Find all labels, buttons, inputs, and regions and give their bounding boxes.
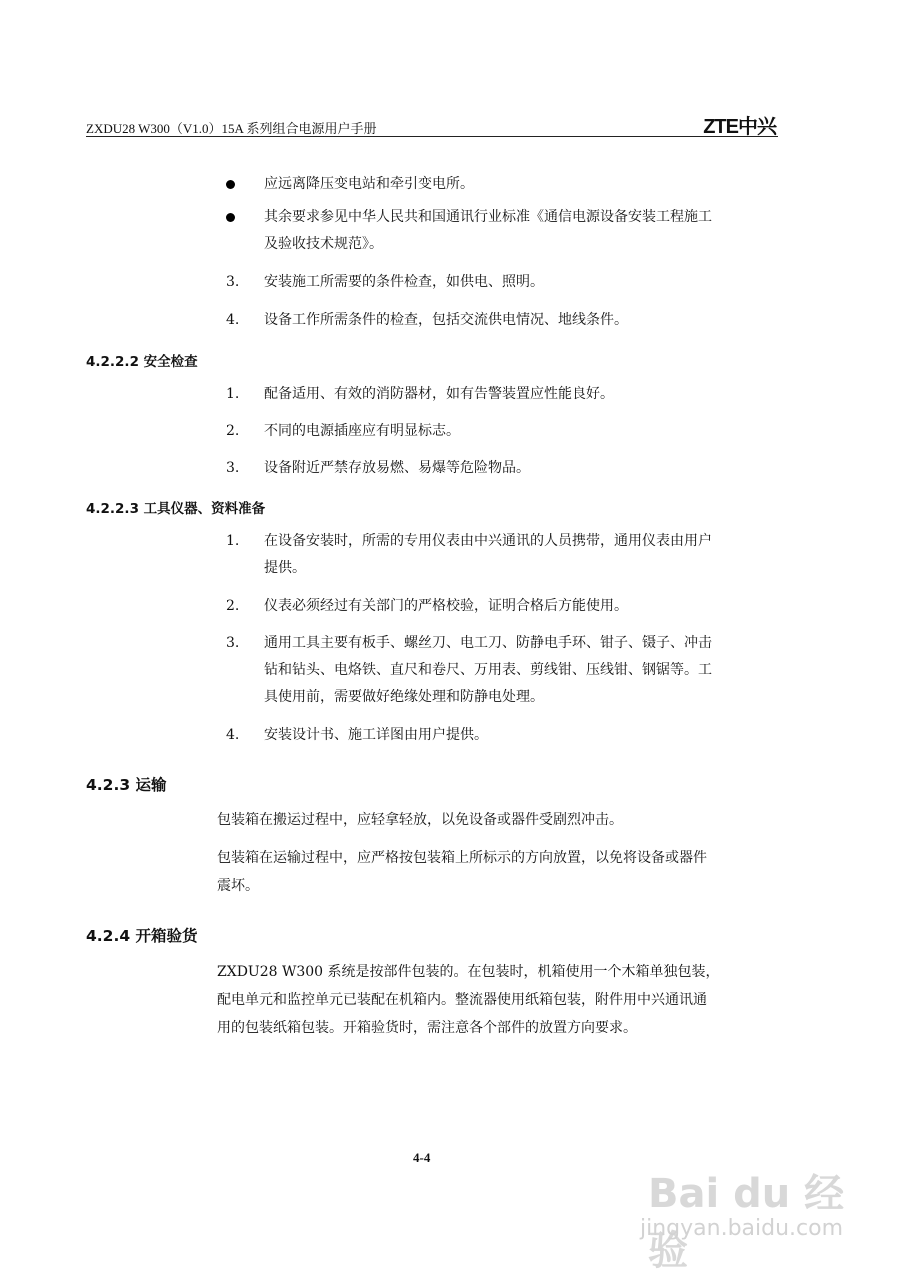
list-number: 3. xyxy=(226,460,240,476)
list-item-text: 在设备安装时，所需的专用仪表由中兴通讯的人员携带，通用仪表由用户 xyxy=(264,533,712,549)
list-item-text: 配备适用、有效的消防器材，如有告警装置应性能良好。 xyxy=(264,386,614,402)
header-title: ZXDU28 W300（V1.0）15A 系列组合电源用户手册 xyxy=(86,121,377,136)
list-item-text: 设备附近严禁存放易燃、易爆等危险物品。 xyxy=(264,460,530,476)
section-heading: 4.2.3 运输 xyxy=(86,776,167,794)
section-heading: 4.2.4 开箱验货 xyxy=(86,927,198,945)
list-item-text: 具使用前，需要做好绝缘处理和防静电处理。 xyxy=(264,689,544,705)
list-number: 4. xyxy=(226,727,240,743)
list-number: 3. xyxy=(226,635,240,651)
bullet-icon xyxy=(226,213,235,222)
list-item-text: 仪表必须经过有关部门的严格校验，证明合格后方能使用。 xyxy=(264,598,628,614)
list-item-text: 提供。 xyxy=(264,560,306,576)
section-heading: 4.2.2.2 安全检查 xyxy=(86,354,198,370)
bullet-text: 及验收技术规范》。 xyxy=(264,236,383,252)
paragraph-text: 用的包装纸箱包装。开箱验货时，需注意各个部件的放置方向要求。 xyxy=(217,1020,637,1036)
paragraph-text: ZXDU28 W300 系统是按部件包装的。在包装时，机箱使用一个木箱单独包装， xyxy=(217,964,720,980)
page-number: 4-4 xyxy=(413,1150,431,1165)
watermark-logo: Bai du 经验 xyxy=(648,1171,845,1274)
list-item-text: 安装施工所需要的条件检查，如供电、照明。 xyxy=(264,274,544,290)
baidu-watermark xyxy=(640,1150,870,1274)
bullet-icon xyxy=(226,180,235,189)
list-item-text: 通用工具主要有板手、螺丝刀、电工刀、防静电手环、钳子、镊子、冲击 xyxy=(264,635,712,651)
zte-logo: ZTE中兴 xyxy=(703,116,776,138)
list-item-text: 不同的电源插座应有明显标志。 xyxy=(264,423,460,439)
list-number: 2. xyxy=(226,423,240,439)
paragraph-text: 配电单元和监控单元已装配在机箱内。整流器使用纸箱包装，附件用中兴通讯通 xyxy=(217,992,707,1008)
list-number: 2. xyxy=(226,598,240,614)
list-number: 1. xyxy=(226,386,240,402)
list-item-text: 钻和钻头、电烙铁、直尺和卷尺、万用表、剪线钳、压线钳、钢锯等。工 xyxy=(264,662,712,678)
paragraph-text: 包装箱在搬运过程中，应轻拿轻放，以免设备或器件受剧烈冲击。 xyxy=(217,812,623,828)
list-number: 3. xyxy=(226,274,240,290)
section-heading: 4.2.2.3 工具仪器、资料准备 xyxy=(86,501,266,517)
list-item-text: 设备工作所需条件的检查，包括交流供电情况、地线条件。 xyxy=(264,312,628,328)
list-item-text: 安装设计书、施工详图由用户提供。 xyxy=(264,727,488,743)
paragraph-text: 震坏。 xyxy=(217,878,259,894)
list-number: 1. xyxy=(226,533,240,549)
bullet-text: 应远离降压变电站和牵引变电所。 xyxy=(264,176,474,192)
paragraph-text: 包装箱在运输过程中，应严格按包装箱上所标示的方向放置，以免将设备或器件 xyxy=(217,850,707,866)
bullet-text: 其余要求参见中华人民共和国通讯行业标准《通信电源设备安装工程施工 xyxy=(264,209,712,225)
watermark-url: jingyan.baidu.com xyxy=(640,1216,844,1241)
list-number: 4. xyxy=(226,312,240,328)
page-header xyxy=(86,106,778,137)
